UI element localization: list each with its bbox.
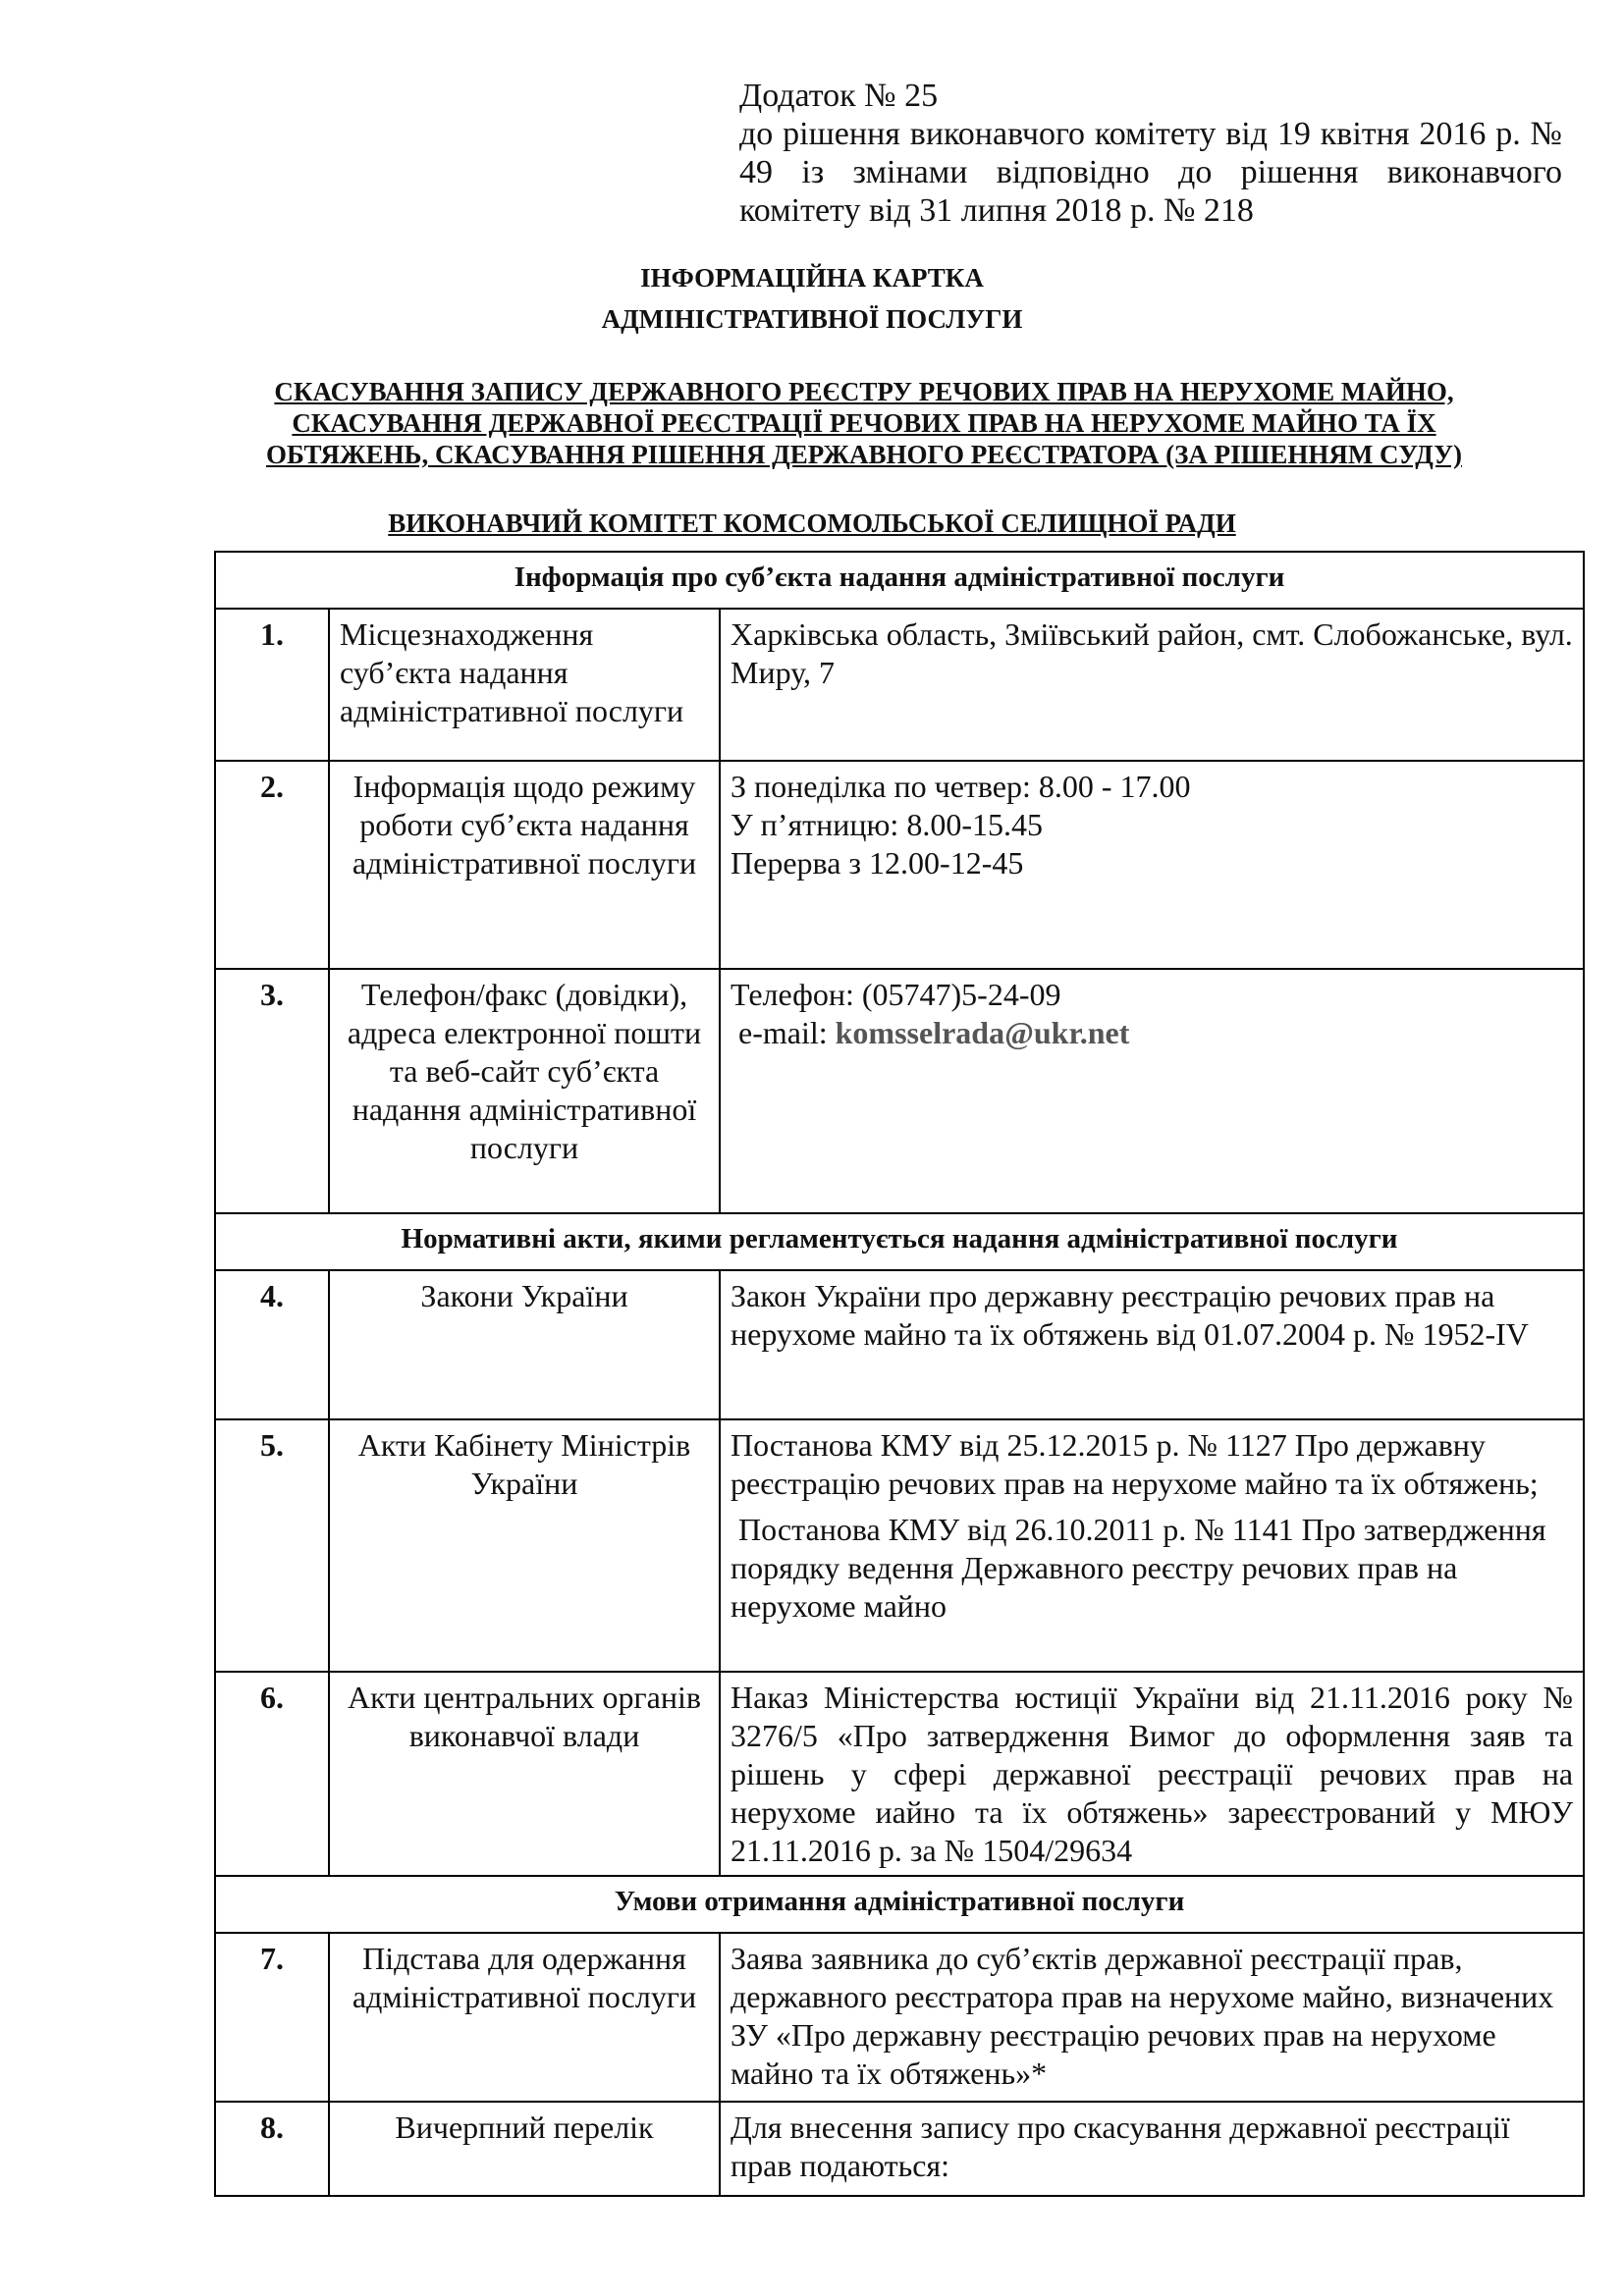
service-name (226, 376, 1502, 470)
row-value: Заява заявника до суб’єктів державної реєстрації прав, державного реєстратора прав на нерухоме майно, визначених ЗУ «Про державну реєстрацію речових прав на нерухоме майно та їх обтяжень»* (720, 1933, 1584, 2102)
row-label: Місцезнаходження суб’єкта надання адміністративної послуги (329, 609, 720, 761)
row-number: 2. (215, 761, 329, 969)
section-regulations: Нормативні акти, якими регламентується надання адміністративної послуги (215, 1213, 1584, 1270)
service-name-line3: ОБТЯЖЕНЬ, СКАСУВАННЯ РІШЕННЯ ДЕРЖАВНОГО РЕЄСТРАТОРА (ЗА РІШЕННЯМ СУДУ) (265, 440, 1463, 469)
authority-name: ВИКОНАВЧИЙ КОМІТЕТ КОМСОМОЛЬСЬКОЇ СЕЛИЩНОЇ РАДИ (388, 508, 1236, 538)
card-title-line2: АДМІНІСТРАТИВНОЇ ПОСЛУГИ (601, 304, 1023, 334)
service-name-line1: СКАСУВАННЯ ЗАПИСУ ДЕРЖАВНОГО РЕЄСТРУ РЕЧОВИХ ПРАВ НА НЕРУХОМЕ МАЙНО, (274, 377, 1454, 406)
table-row (215, 2102, 1584, 2196)
table-row (215, 1672, 1584, 1876)
section-header-row (215, 1876, 1584, 1933)
working-hours-weekdays: З понеділка по четвер: 8.00 - 17.00 (731, 769, 1191, 804)
row-number: 1. (215, 609, 329, 761)
row-label: Вичерпний перелік (329, 2102, 720, 2196)
row-label: Акти центральних органів виконавчої влади (329, 1672, 720, 1876)
row-label: Закони України (329, 1270, 720, 1419)
row-value (720, 969, 1584, 1213)
row-number: 4. (215, 1270, 329, 1419)
service-name-line2: СКАСУВАННЯ ДЕРЖАВНОЇ РЕЄСТРАЦІЇ РЕЧОВИХ ПРАВ НА НЕРУХОМЕ МАЙНО ТА ЇХ (292, 408, 1436, 438)
card-title-line1: ІНФОРМАЦІЙНА КАРТКА (640, 263, 984, 293)
email-link[interactable]: komsselrada@ukr.net (835, 1015, 1130, 1050)
info-card-table (214, 551, 1585, 2197)
appendix-decision: до рішення виконавчого комітету від 19 квітня 2016 р. № 49 із змінами відповідно до рішення виконавчого комітету від 31 липня 2018 р. № 218 (739, 116, 1562, 229)
email-line (731, 1014, 1573, 1052)
card-title (0, 257, 1624, 340)
row-label: Телефон/факс (довідки), адреса електронної пошти та веб-сайт суб’єкта надання адміністративної послуги (329, 969, 720, 1213)
row-value: Закон України про державну реєстрацію речових прав на нерухоме майно та їх обтяжень від 01.07.2004 р. № 1952-IV (720, 1270, 1584, 1419)
row-number: 7. (215, 1933, 329, 2102)
row-number: 6. (215, 1672, 329, 1876)
appendix-note (739, 77, 1562, 230)
row-label: Підстава для одержання адміністративної послуги (329, 1933, 720, 2102)
working-hours-friday: У п’ятницю: 8.00-15.45 (731, 807, 1043, 842)
row-value: Харківська область, Зміївський район, смт. Слобожанське, вул. Миру, 7 (720, 609, 1584, 761)
cmu-resolution-1141: Постанова КМУ від 26.10.2011 р. № 1141 Про затвердження порядку ведення Державного реєстру речових прав на нерухоме майно (731, 1512, 1554, 1624)
appendix-number: Додаток № 25 (739, 78, 939, 114)
row-number: 3. (215, 969, 329, 1213)
row-label: Інформація щодо режиму роботи суб’єкта надання адміністративної послуги (329, 761, 720, 969)
cmu-resolution-1127: Постанова КМУ від 25.12.2015 р. № 1127 Про державну реєстрацію речових прав на нерухоме майно та їх обтяжень; (731, 1427, 1539, 1501)
table-row (215, 1270, 1584, 1419)
table-row (215, 1933, 1584, 2102)
section-header-row (215, 1213, 1584, 1270)
row-value (720, 1419, 1584, 1672)
table-row (215, 1419, 1584, 1672)
row-number: 8. (215, 2102, 329, 2196)
email-prefix: e-mail: (731, 1015, 836, 1050)
row-label: Акти Кабінету Міністрів України (329, 1419, 720, 1672)
table-row (215, 609, 1584, 761)
row-value: Для внесення запису про скасування державної реєстрації прав подаються: (720, 2102, 1584, 2196)
phone-number: Телефон: (05747)5-24-09 (731, 977, 1061, 1012)
section-header-row (215, 552, 1584, 609)
table-row (215, 761, 1584, 969)
table-row (215, 969, 1584, 1213)
row-value (720, 761, 1584, 969)
working-hours-break: Перерва з 12.00-12-45 (731, 845, 1024, 881)
section-conditions: Умови отримання адміністративної послуги (215, 1876, 1584, 1933)
row-number: 5. (215, 1419, 329, 1672)
row-value: Наказ Міністерства юстиції України від 21.11.2016 року № 3276/5 «Про затвердження Вимог до оформлення заяв та рішень у сфері державної реєстрації речових прав на нерухоме иайно та їх обтяжень» зареєстрований у МЮУ 21.11.2016 р. за № 1504/29634 (731, 1680, 1574, 1868)
section-subject-info: Інформація про суб’єкта надання адміністративної послуги (215, 552, 1584, 609)
